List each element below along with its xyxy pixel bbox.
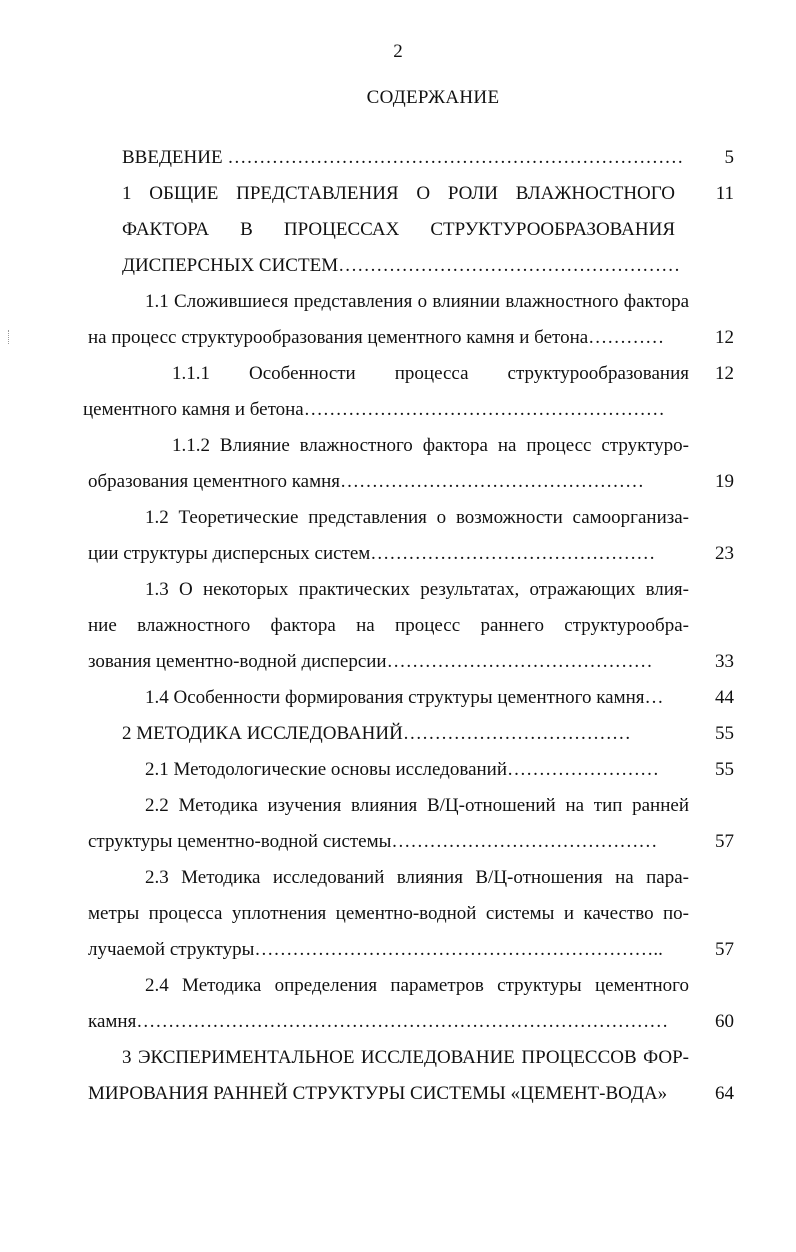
toc-line-1-4: 1.4 Особенности формирования структуры цементного камня…: [145, 687, 664, 708]
page-ref-2-2: 57: [715, 831, 734, 852]
page-ref-introduction: 5: [724, 147, 734, 168]
page-ref-2-1: 55: [715, 759, 734, 780]
toc-line-2-2-b: структуры цементно-водной системы……………………………………: [88, 831, 658, 852]
scan-speck: [8, 330, 11, 344]
toc-line-2-4-a: 2.4 Методика определения параметров структуры цементного: [145, 975, 689, 996]
toc-line-1-3-c: зования цементно-водной дисперсии……………………………………: [88, 651, 653, 672]
toc-line-1-1-2-b: образования цементного камня…………………………………………: [88, 471, 645, 492]
toc-line-chapter1-c: ДИСПЕРСНЫХ СИСТЕМ………………………………………………: [122, 255, 681, 276]
toc-line-chapter1-b: ФАКТОРА В ПРОЦЕССАХ СТРУКТУРООБРАЗОВАНИЯ: [122, 219, 675, 240]
toc-line-chapter2: 2 МЕТОДИКА ИССЛЕДОВАНИЙ………………………………: [122, 723, 631, 744]
toc-line-1-3-b: ние влажностного фактора на процесс раннего структурообра-: [88, 615, 689, 636]
toc-line-2-3-b: метры процесса уплотнения цементно-водной системы и качество по-: [88, 903, 689, 924]
toc-line-2-4-b: камня…………………………………………………………………………: [88, 1011, 669, 1032]
toc-line-1-1-a: 1.1 Сложившиеся представления о влиянии влажностного фактора: [145, 291, 689, 312]
toc-heading: СОДЕРЖАНИЕ: [366, 87, 500, 108]
page-ref-1-2: 23: [715, 543, 734, 564]
toc-line-introduction: ВВЕДЕНИЕ ………………………………………………………………: [122, 147, 684, 168]
toc-line-chapter3-b: МИРОВАНИЯ РАННЕЙ СТРУКТУРЫ СИСТЕМЫ «ЦЕМЕНТ-ВОДА»: [88, 1083, 668, 1104]
toc-line-1-1-b: на процесс структурообразования цементного камня и бетона…………: [88, 327, 665, 348]
page-ref-1-1-2: 19: [715, 471, 734, 492]
page-ref-2-3: 57: [715, 939, 734, 960]
page-ref-1-3: 33: [715, 651, 734, 672]
toc-line-2-2-a: 2.2 Методика изучения влияния В/Ц-отношений на тип ранней: [145, 795, 689, 816]
toc-line-1-3-a: 1.3 О некоторых практических результатах, отражающих влия-: [145, 579, 689, 600]
toc-line-2-1: 2.1 Методологические основы исследований……………………: [145, 759, 660, 780]
toc-line-1-1-1-b: цементного камня и бетона…………………………………………………: [83, 399, 665, 420]
page-ref-chapter1: 11: [715, 183, 734, 204]
toc-line-1-1-2-a: 1.1.2 Влияние влажностного фактора на процесс структуро-: [172, 435, 689, 456]
toc-line-1-2-a: 1.2 Теоретические представления о возможности самоорганиза-: [145, 507, 689, 528]
page-ref-1-1: 12: [715, 327, 734, 348]
toc-line-2-3-a: 2.3 Методика исследований влияния В/Ц-отношения на пара-: [145, 867, 689, 888]
page-ref-2-4: 60: [715, 1011, 734, 1032]
page-ref-chapter3: 64: [715, 1083, 734, 1104]
page-number: 2: [393, 41, 403, 62]
page-ref-chapter2: 55: [715, 723, 734, 744]
page-ref-1-4: 44: [715, 687, 734, 708]
page-ref-1-1-1: 12: [715, 363, 734, 384]
toc-line-chapter3-a: 3 ЭКСПЕРИМЕНТАЛЬНОЕ ИССЛЕДОВАНИЕ ПРОЦЕССОВ ФОР-: [122, 1047, 689, 1068]
toc-line-2-3-c: лучаемой структуры………………………………………………………..: [88, 939, 663, 960]
toc-line-1-2-b: ции структуры дисперсных систем………………………………………: [88, 543, 656, 564]
toc-line-1-1-1-a: 1.1.1 Особенности процесса структурообразования: [172, 363, 689, 384]
toc-line-chapter1-a: 1 ОБЩИЕ ПРЕДСТАВЛЕНИЯ О РОЛИ ВЛАЖНОСТНОГО: [122, 183, 675, 204]
